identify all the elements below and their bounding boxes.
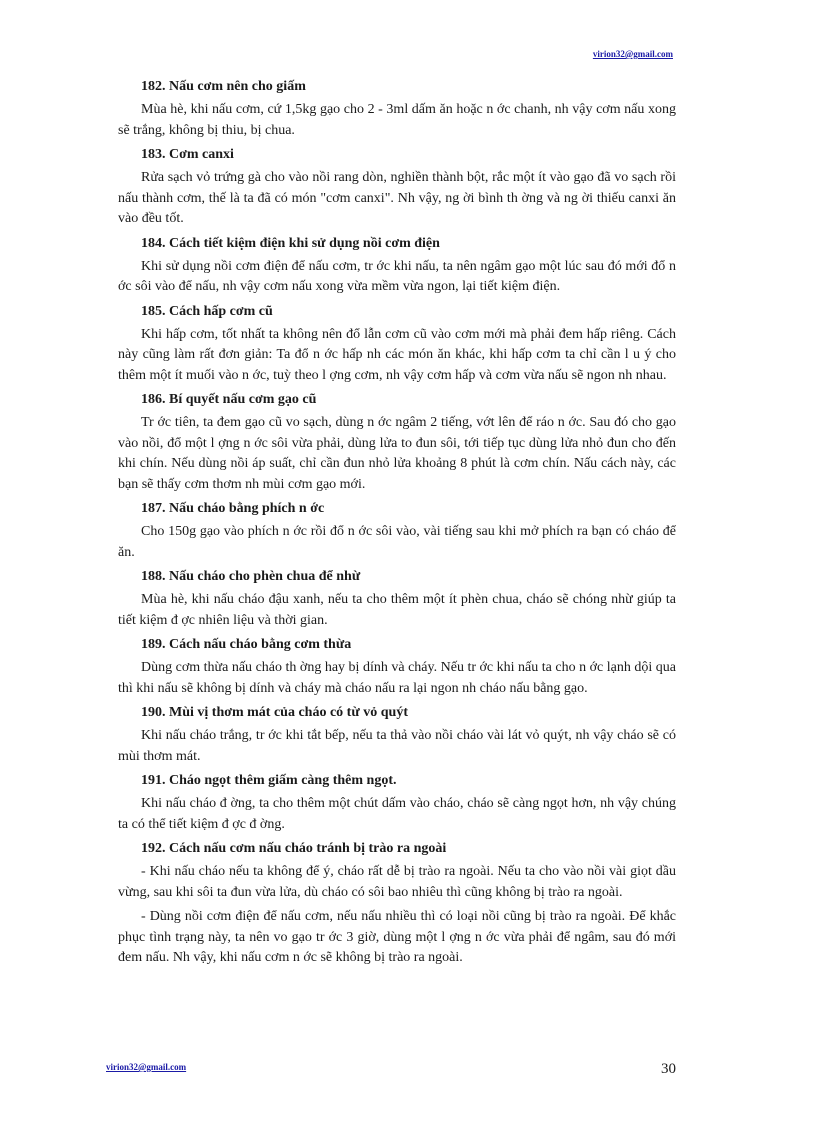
document-body — [118, 77, 676, 973]
section-heading: 189. Cách nấu cháo bằng cơm thừa — [141, 637, 352, 652]
section-heading: 191. Cháo ngọt thêm giấm càng thêm ngọt. — [141, 773, 397, 788]
section-paragraph: Dùng cơm thừa nấu cháo th ờng hay bị dính và cháy. Nếu tr ớc khi nấu ta cho n ớc lạnh dội qua thì khi nấu sẽ không bị dính và cháy mà cháo nấu ra lại ngon nh cháo nấu bằng gạo. — [118, 660, 676, 696]
section-heading: 182. Nấu cơm nên cho giấm — [141, 79, 306, 94]
section — [118, 567, 676, 631]
section-paragraph: Khi sử dụng nồi cơm điện để nấu cơm, tr ớc khi nấu, ta nên ngâm gạo một lúc sau đó mới đổ n ớc sôi vào để nấu, nh vậy cơm nấu xong vừa mềm vừa ngon, lại tiết kiệm điện. — [118, 258, 676, 294]
section-paragraph: Khi hấp cơm, tốt nhất ta không nên đổ lẫn cơm cũ vào cơm mới mà phải đem hấp riêng. Cách này cũng làm rất đơn giản: Ta đổ n ớc hấp nh các món ăn khác, khi hấp cơm ta chỉ cần l u ý cho thêm một ít muối vào n ớc, tuỳ theo l ợng cơm, nh vậy cơm hấp và cơm vừa nấu sẽ ngon nh nhau. — [118, 326, 676, 383]
section-heading: 192. Cách nấu cơm nấu cháo tránh bị trào ra ngoài — [141, 841, 447, 856]
section-paragraph: Mùa hè, khi nấu cháo đậu xanh, nếu ta cho thêm một ít phèn chua, cháo sẽ chóng nhừ giúp ta tiết kiệm đ ợc nhiên liệu và thời gian. — [118, 592, 676, 628]
section-heading: 184. Cách tiết kiệm điện khi sử dụng nồi cơm điện — [141, 235, 440, 251]
section — [118, 771, 676, 835]
section-paragraph: - Dùng nồi cơm điện để nấu cơm, nếu nấu nhiều thì có loại nồi cũng bị trào ra ngoài. Để khắc phục tình trạng này, ta nên vo gạo tr ớc 3 giờ, dùng một l ợng n ớc vừa phải để ngâm, sau đó mới đem nấu. Nh vậy, khi nấu cơm n ớc sẽ không bị trào ra ngoài. — [118, 909, 676, 965]
section-heading: 185. Cách hấp cơm cũ — [141, 303, 273, 319]
section-heading: 188. Nấu cháo cho phèn chua để nhừ — [141, 569, 361, 584]
section — [118, 302, 676, 387]
section-paragraph: Cho 150g gạo vào phích n ớc rồi đổ n ớc sôi vào, vài tiếng sau khi mở phích ra bạn có cháo để ăn. — [118, 524, 676, 560]
header-email-link[interactable]: virion32@gmail.com — [592, 49, 673, 59]
section-paragraph: Tr ớc tiên, ta đem gạo cũ vo sạch, dùng n ớc ngâm 2 tiếng, vớt lên để ráo n ớc. Sau đó cho gạo vào nồi, đổ một l ợng n ớc sôi vừa phải, dùng lửa to đun sôi, tới tiếp tục dùng lửa nhỏ đun cho đến khi chín. Nếu dùng nồi áp suất, chỉ cần đun nhỏ lửa khoảng 8 phút là cơm chín. Nấu cách này, các bạn sẽ thấy cơm thơm nh mùi cơm gạo mới. — [118, 415, 676, 492]
section — [118, 145, 676, 230]
section-paragraph: Khi nấu cháo trắng, tr ớc khi tắt bếp, nếu ta thả vào nồi cháo vài lát vỏ quýt, nh vậy cháo sẽ có mùi thơm mát. — [118, 728, 676, 764]
section-paragraph: Khi nấu cháo đ ờng, ta cho thêm một chút dấm vào cháo, cháo sẽ càng ngọt hơn, nh vậy chúng ta có thể tiết kiệm đ ợc đ ờng. — [118, 796, 676, 832]
section — [118, 77, 676, 141]
page-number: 30 — [661, 1061, 676, 1077]
section-heading: 186. Bí quyết nấu cơm gạo cũ — [141, 392, 317, 407]
section-paragraph: Rửa sạch vỏ trứng gà cho vào nồi rang dòn, nghiền thành bột, rắc một ít vào gạo đã vo sạch rồi nấu thành cơm, thế là ta đã có món "cơm canxi". Nh vậy, ng ời bình th ờng và ng ời thiếu canxi ăn vào đều tốt. — [118, 170, 676, 226]
section-paragraph: - Khi nấu cháo nếu ta không để ý, cháo rất dễ bị trào ra ngoài. Nếu ta cho vào nồi vài giọt dầu vừng, sau khi sôi ta đun vừa lửa, dù cháo có sôi bao nhiêu thì cũng không bị trào ra ngoài. — [118, 864, 676, 900]
section-heading: 183. Cơm canxi — [141, 147, 234, 162]
section — [118, 839, 676, 969]
section — [118, 703, 676, 767]
section — [118, 635, 676, 699]
section-heading: 187. Nấu cháo bằng phích n ớc — [141, 501, 325, 516]
section — [118, 234, 676, 298]
footer-email-link[interactable]: virion32@gmail.com — [106, 1062, 187, 1072]
section — [118, 390, 676, 495]
section-paragraph: Mùa hè, khi nấu cơm, cứ 1,5kg gạo cho 2 - 3ml dấm ăn hoặc n ớc chanh, nh vậy cơm nấu xong sẽ trắng, không bị thiu, bị chua. — [118, 102, 676, 138]
section-heading: 190. Mùi vị thơm mát của cháo có từ vỏ quýt — [141, 705, 408, 720]
section — [118, 499, 676, 563]
